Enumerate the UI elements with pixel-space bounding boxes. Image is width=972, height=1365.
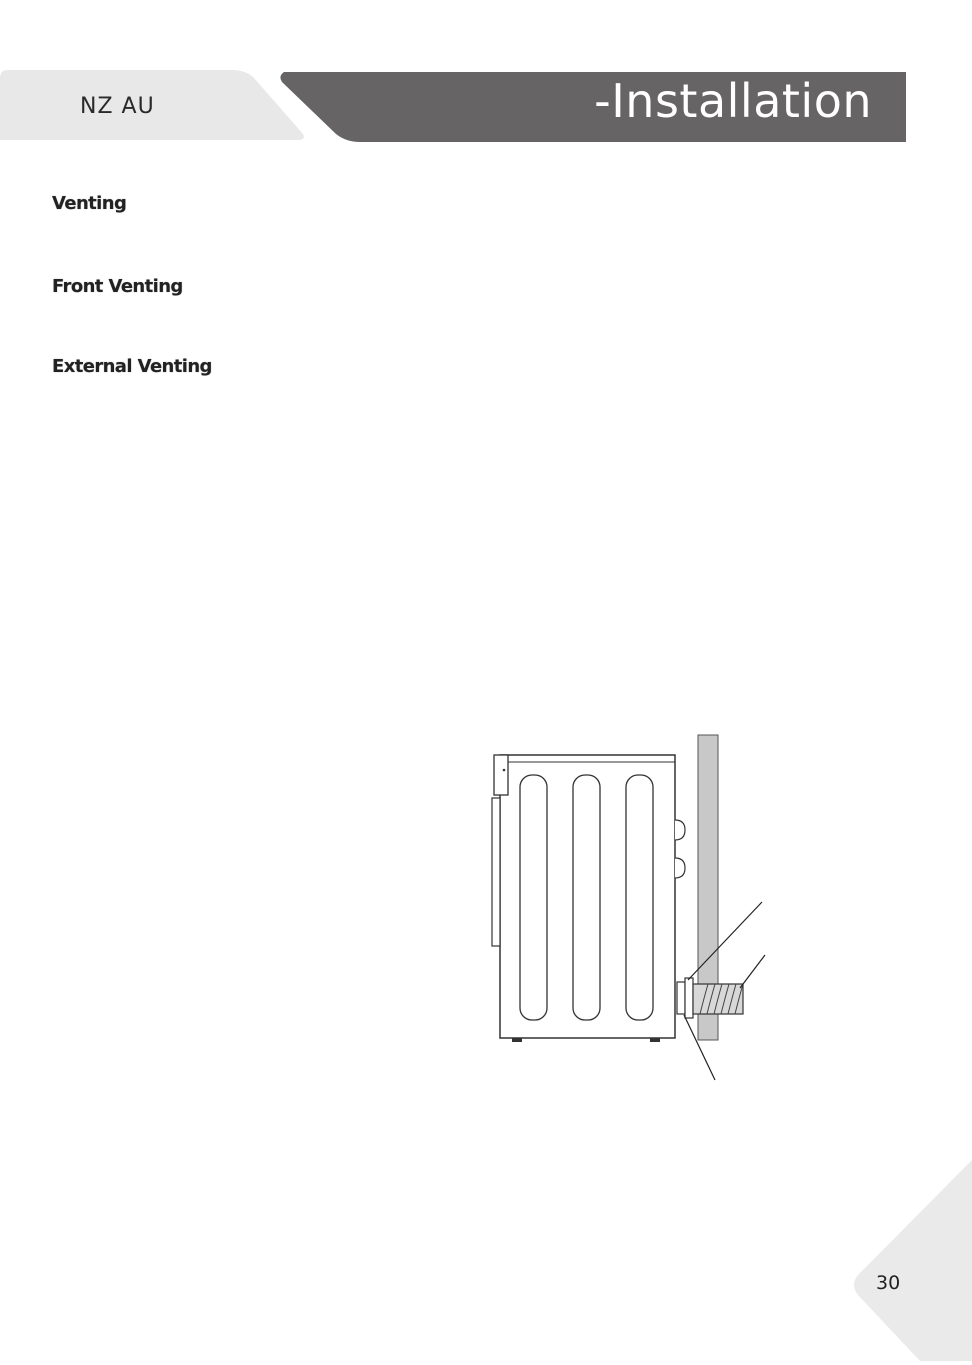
dryer-external-vent-icon xyxy=(490,730,780,1090)
page-corner-decoration xyxy=(850,1160,972,1361)
heading-venting: Venting xyxy=(52,193,127,214)
heading-external-venting: External Venting xyxy=(52,356,212,377)
region-label: NZ AU xyxy=(80,94,155,119)
dryer-vent-illustration xyxy=(490,730,780,1090)
region-tab xyxy=(0,70,310,140)
heading-front-venting: Front Venting xyxy=(52,276,183,297)
region-tab-shape xyxy=(0,70,310,140)
page-number: 30 xyxy=(876,1272,901,1294)
section-title: -Installation xyxy=(594,74,872,128)
